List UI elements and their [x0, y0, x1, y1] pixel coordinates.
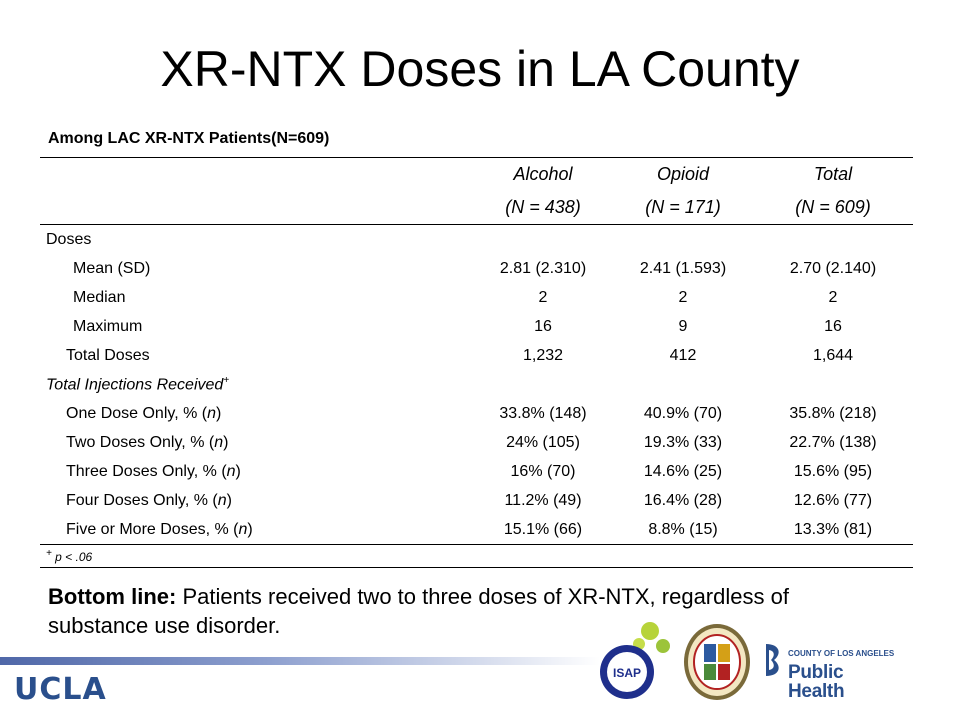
footnote: + p < .06 — [40, 545, 913, 568]
cell-total: 13.3% (81) — [793, 520, 873, 538]
cell-total: 2.70 (2.140) — [789, 259, 877, 277]
cell-opioid: 16.4% (28) — [643, 491, 723, 509]
header-opioid-n: (N = 171) — [613, 191, 753, 225]
cell-alcohol: 15.1% (66) — [503, 520, 583, 538]
cell-total: 12.6% (77) — [793, 491, 873, 509]
table-row — [40, 283, 913, 312]
cell-opioid: 2 — [678, 288, 688, 306]
public-health-title: Public Health — [788, 662, 845, 702]
cell-opioid: 40.9% (70) — [643, 404, 723, 422]
cell-opioid: 2.41 (1.593) — [639, 259, 727, 277]
table-row — [40, 312, 913, 341]
table-row — [40, 515, 913, 545]
table-row — [40, 399, 913, 428]
header-alcohol-n: (N = 438) — [473, 191, 613, 225]
public-health-county: COUNTY OF LOS ANGELES — [788, 649, 895, 658]
cell-alcohol: 1,232 — [522, 346, 564, 364]
table-caption: Among LAC XR-NTX Patients(N=609) — [48, 130, 330, 147]
isap-logo — [595, 618, 675, 708]
county-seal-logo — [682, 622, 752, 702]
row-label: Median — [73, 288, 126, 306]
cell-total: 22.7% (138) — [789, 433, 877, 451]
cell-alcohol: 2.81 (2.310) — [499, 259, 587, 277]
cell-opioid: 412 — [669, 346, 697, 364]
cell-opioid: 9 — [678, 317, 688, 335]
header-row-counts — [40, 191, 913, 225]
footnote-row — [40, 545, 913, 568]
ucla-logo: UCLA — [14, 672, 107, 707]
header-total-n: (N = 609) — [753, 191, 913, 225]
header-opioid: Opioid — [613, 158, 753, 192]
cell-opioid: 14.6% (25) — [643, 462, 723, 480]
footnote-marker: + — [223, 374, 230, 386]
cell-opioid: 19.3% (33) — [643, 433, 723, 451]
cell-opioid: 8.8% (15) — [648, 520, 718, 538]
row-label: Three Doses Only, % (n) — [66, 462, 241, 480]
cell-total: 16 — [824, 317, 842, 335]
row-label: Mean (SD) — [73, 259, 151, 277]
cell-total: 35.8% (218) — [789, 404, 877, 422]
cell-total: 15.6% (95) — [793, 462, 873, 480]
header-alcohol: Alcohol — [473, 158, 613, 192]
cell-total: 1,644 — [812, 346, 854, 364]
cell-total: 2 — [828, 288, 838, 306]
cell-alcohol: 2 — [538, 288, 548, 306]
section-label-injections: Total Injections Received+ — [46, 374, 230, 394]
isap-logo-text: ISAP — [612, 666, 642, 680]
bottom-line-label: Bottom line: — [48, 584, 177, 609]
row-label: Total Doses — [66, 346, 150, 364]
public-health-logo — [762, 640, 902, 702]
cell-alcohol: 16 — [534, 317, 552, 335]
doses-table-wrapper — [40, 157, 913, 568]
cell-alcohol: 11.2% (49) — [504, 491, 582, 509]
doses-table — [40, 157, 913, 568]
section-row-injections — [40, 370, 913, 399]
cell-alcohol: 24% (105) — [506, 433, 580, 451]
cell-alcohol: 33.8% (148) — [499, 404, 587, 422]
slide-title: XR-NTX Doses in LA County — [160, 41, 800, 97]
public-health-icon — [762, 640, 786, 680]
row-label: One Dose Only, % (n) — [66, 404, 222, 422]
section-row-doses — [40, 225, 913, 255]
bottom-line-text: Patients received two to three doses of XR-NTX, regardless of substance use disorder. — [48, 584, 789, 638]
row-label: Four Doses Only, % (n) — [66, 491, 232, 509]
section-label-doses: Doses — [46, 230, 92, 248]
header-total: Total — [753, 158, 913, 192]
row-label: Two Doses Only, % (n) — [66, 433, 229, 451]
row-label: Maximum — [73, 317, 143, 335]
cell-alcohol: 16% (70) — [510, 462, 576, 480]
table-row — [40, 341, 913, 370]
table-row — [40, 457, 913, 486]
table-row — [40, 486, 913, 515]
table-row — [40, 254, 913, 283]
header-row-names — [40, 158, 913, 192]
footer-gradient-band — [0, 657, 600, 665]
table-row — [40, 428, 913, 457]
row-label: Five or More Doses, % (n) — [66, 520, 253, 538]
